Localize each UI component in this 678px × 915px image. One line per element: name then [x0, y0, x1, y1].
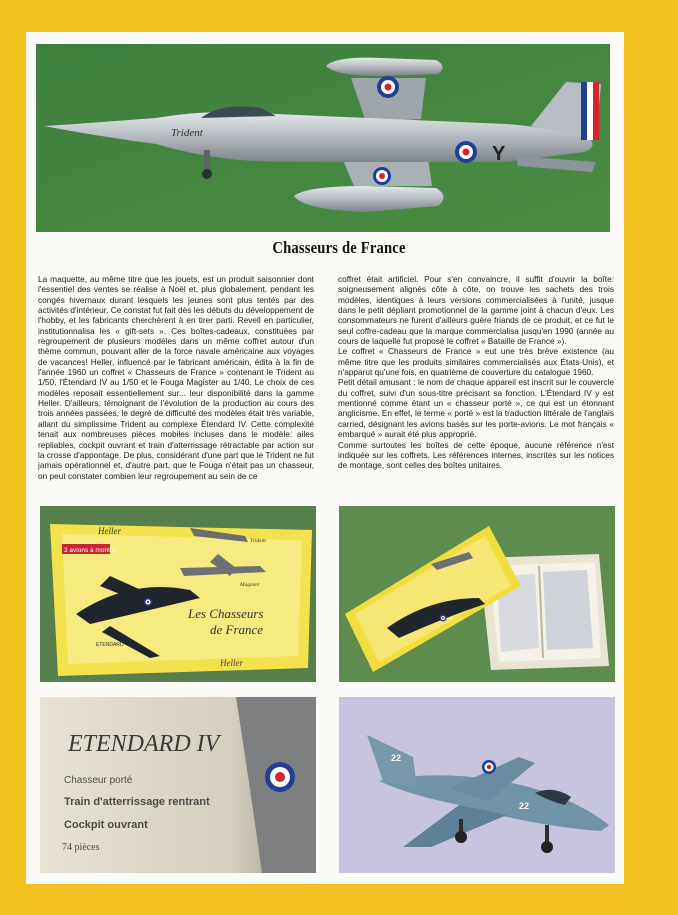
lid-line-3: Cockpit ouvrant	[64, 819, 148, 831]
right-column-paragraph-4: Comme surtoutes les boîtes de cette époque, aucune référence n'est indiquée sur les coffrets. Les références internes, inscrites sur les notices de montage, sont celles des boîtes unitaires.	[338, 439, 614, 471]
lid-line-4: 74 pièces	[62, 842, 100, 853]
article-column-left	[38, 274, 314, 481]
article-column-right	[338, 274, 614, 471]
box-title-line-2: de France	[210, 622, 264, 637]
lid-line-1: Chasseur porté	[64, 775, 133, 786]
right-column-paragraph-2: Le coffret « Chasseurs de France » eut une très brève existence (au même titre que les produits similaires commercialisés aux États-Unis), et n'apparut qu'une fois, en quatrième de couverture du catalogue 1960.	[338, 346, 614, 378]
box-plane-label-2: Magister	[240, 582, 260, 588]
box-brand-bottom-text: Heller	[220, 658, 243, 668]
article-title: Chasseurs de France	[272, 238, 406, 257]
box-badge-text: 3 avions à monter	[64, 547, 116, 554]
model-tail-number: 22	[391, 753, 402, 763]
gift-box-lid-photo	[40, 506, 316, 682]
right-column-paragraph-3: Petit détail amusant : le nom de chaque appareil est inscrit sur le couvercle du coffret, suivi d'un sous-titre précisant sa fonction. L'Étendard IV y est mentionné comme étant un « chasseur porté », ce qui est un étonnant anglicisme. En effet, le terme « porté » est la traduction littérale de l'anglais carried, désignant les avions basés sur les porte-avions. Le mot français « embarqué » aurait été plus approprié.	[338, 377, 614, 440]
open-gift-box-photo	[339, 506, 615, 682]
right-column-paragraph-1: coffret était artificiel. Pour s'en convaincre, il suffit d'ouvrir la boîte: soigneusement alignés côte à côte, on trouve les sachets des trois modèles, identiques à leurs versions commercialisées à l'unité, jusque dans le petit dépliant promotionnel de la gamme joint à chacun d'eux. Les consommateurs ne furent d'ailleurs guère friands de ce produit, et ce fut le seul coffre-cadeau que la marque commercialisa jusqu'en 1990 (année au cours de laquelle fut proposé le coffret « Bataille de France »).	[338, 274, 614, 347]
box-plane-label-1: ETENDARD	[96, 642, 124, 648]
fuselage-name-text: Trident	[171, 127, 203, 139]
etendard-lid-detail-photo	[40, 697, 316, 873]
box-title-line-1: Les Chasseurs	[188, 606, 264, 621]
left-column-text: La maquette, au même titre que les jouets, est un produit saisonnier dont l'essentiel des ventes se réalise à Noël et, plus globalement, pendant les congés hivernaux durant lesquels les jeunes sont plus tentés par des activités d'intérieur. Ce constat fut fait dès les débuts du développement de l'hobby, et les fabricants cherchèrent à en tirer parti. Revell en particulier, institutionnalisa les « gift-sets ». Ces boîtes-cadeaux, constituées par regroupement de plusieurs modèles dans un même coffret autour d'un thème commun, pouvant aller de la force navale américaine aux voyages de vacances! Heller, influencé par le fabricant américain, édita à la fin de l'année 1960 un coffret « Chasseurs de France » contenant le Trident au 1/50, l'Étendard IV au 1/50 et le Fouga Magister au 1/40. Le choix de ces modèles reposait essentiellement sur... leur disponibilité dans la gamme Heller. D'ailleurs, témoignant de l'évolution de la production au cours des trois années passées, le degré de difficulté des modèles était très variable, allant du simplissime Trident au complexe Étendard IV. Cette complexité tenait aux nombreuses pièces mobiles incluses dans le modèle: ailes repliables, cockpit ouvrant et train d'atterrissage rétractable par action sur la crosse d'appontage. De plus, considérant d'une part que le Trident ne fut jamais opérationnel et, d'autre part, que le Fouga n'était pas un chasseur, on peut constater combien leur regroupement au sein de ce	[38, 274, 314, 481]
box-plane-label-3: Trident	[250, 538, 266, 544]
etendard-model-photo	[339, 697, 615, 873]
tail-letter-text: Y	[492, 143, 506, 165]
model-nose-number: 22	[519, 801, 530, 811]
box-brand-text: Heller	[98, 526, 121, 536]
trident-model-photo	[36, 44, 610, 232]
lid-heading-text: ETENDARD IV	[68, 731, 220, 757]
lid-line-2: Train d'atterrissage rentrant	[64, 796, 210, 808]
